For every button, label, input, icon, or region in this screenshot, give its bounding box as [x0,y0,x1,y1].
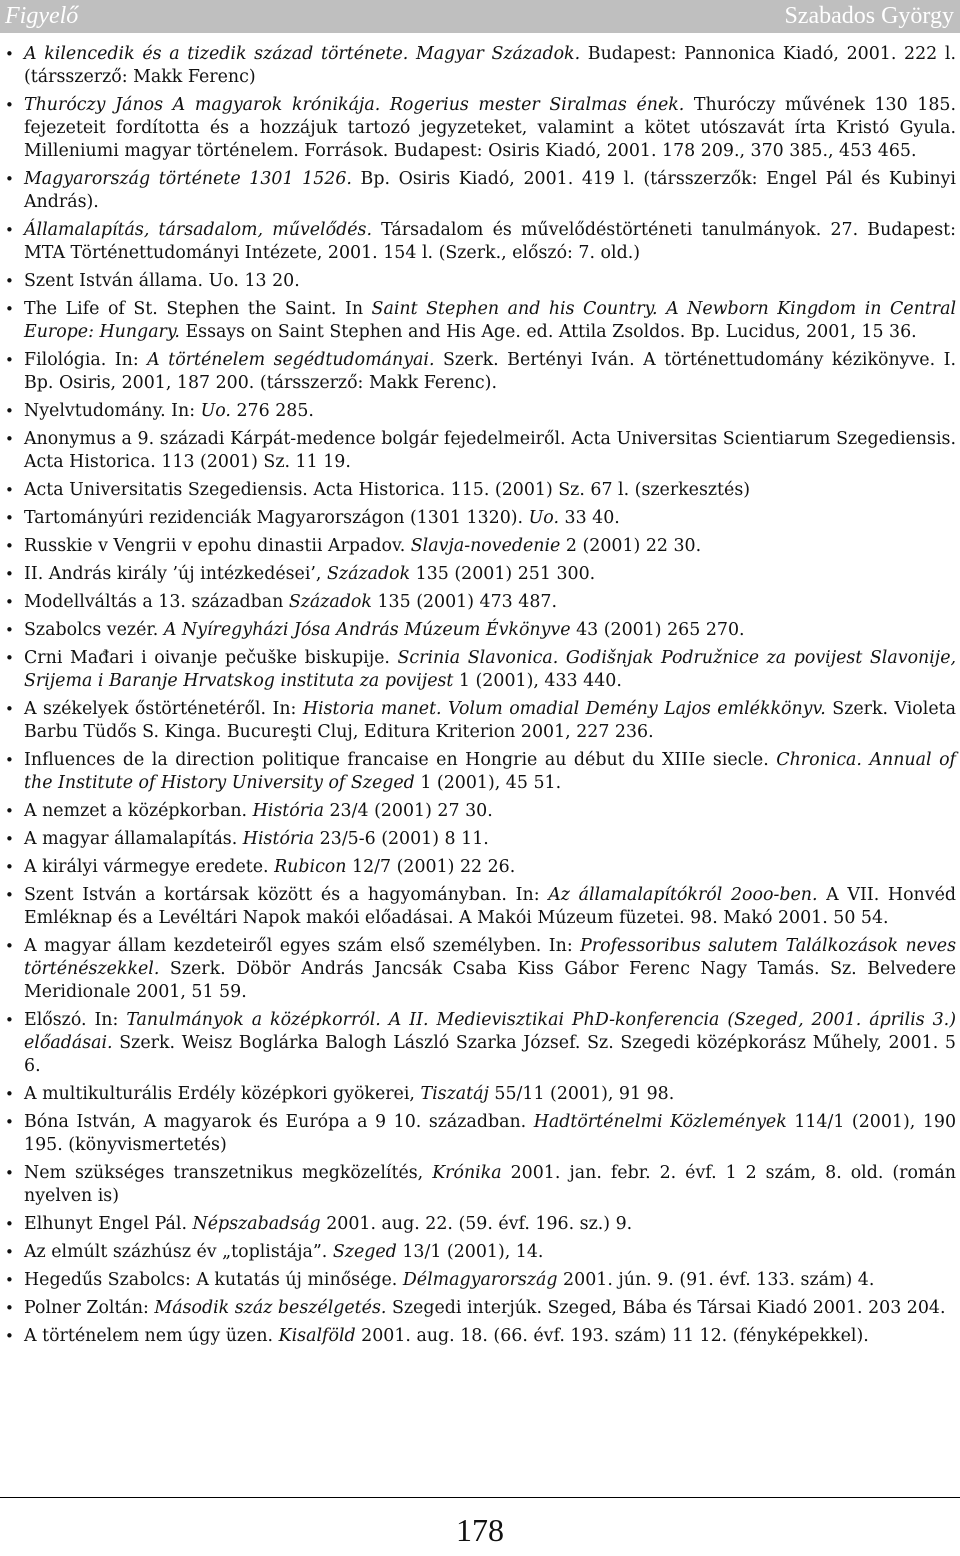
reference-details: Szerk. Döbör András Jancsák Csaba Kiss Gábor Ferenc Nagy Tamás. Sz. Belvedere Meridionale 2001, 51 59. [24,959,956,1002]
reference-text: Nyelvtudomány. In: [24,401,201,421]
reference-details: 23/5-6 (2001) 8 11. [314,829,489,849]
reference-text: Elhunyt Engel Pál. [24,1214,193,1234]
reference-text: Bp. Osiris Kiadó, 2001. 419 l. (társszerzők: Engel Pál és Kubinyi András). [24,169,956,212]
reference-source: História [252,801,324,821]
reference-text: A székelyek őstörténetéről. In: [24,699,303,719]
reference-text: A magyar államalapítás. [24,829,243,849]
reference-source: Második száz beszélgetés. [154,1298,387,1318]
reference-text: Modellváltás a 13. században [24,592,289,612]
reference-text: Szent István a kortársak között és a hagyományban. In: [24,885,549,905]
page-number: 178 [456,1512,504,1548]
reference-source: Kisalföld [278,1326,356,1346]
reference-item [0,298,960,344]
reference-item [0,800,960,823]
reference-item [0,1162,960,1208]
reference-title: Magyarország története 1301 1526. [24,169,352,189]
reference-item [0,219,960,265]
footer-divider [0,1497,960,1498]
reference-text: Nem szükséges transzetnikus megközelítés, [24,1163,433,1183]
reference-source: Saint Stephen and his Country. A Newborn Kingdom in Central Europe: Hungary. [24,299,956,342]
reference-details: 135 (2001) 473 487. [371,592,558,612]
reference-item [0,1269,960,1292]
reference-source: Krónika [432,1163,502,1183]
reference-text: Acta Universitatis Szegediensis. Acta Historica. 115. (2001) Sz. 67 l. (szerkesztés) [24,480,751,500]
reference-text: Filológia. In: [24,350,148,370]
reference-item [0,698,960,744]
reference-details: 2001. jan. febr. 2. évf. 1 2 szám, 8. old. (román nyelven is) [24,1163,956,1206]
reference-item [0,400,960,423]
reference-item [0,884,960,930]
reference-text: A multikulturális Erdély középkori gyökerei, [24,1084,421,1104]
reference-list [0,43,960,1353]
reference-details: Szegedi interjúk. Szeged, Bába és Társai Kiadó 2001. 203 204. [386,1298,946,1318]
reference-text: A nemzet a középkorban. [24,801,253,821]
reference-text: Az elmúlt százhúsz év „toplistája”. [24,1242,333,1262]
reference-details: 12/7 (2001) 22 26. [346,857,516,877]
reference-details: 2 (2001) 22 30. [560,536,702,556]
reference-item [0,619,960,642]
reference-text: A királyi vármegye eredete. [24,857,275,877]
reference-text: Hegedűs Szabolcs: A kutatás új minősége. [24,1270,403,1290]
reference-item [0,828,960,851]
reference-item [0,94,960,163]
reference-item [0,270,960,293]
reference-text: The Life of St. Stephen the Saint. In [24,299,372,319]
reference-text: Előszó. In: [24,1010,127,1030]
reference-source: Századok [288,592,372,612]
reference-item [0,1111,960,1157]
reference-title: Államalapítás, társadalom, művelődés. [24,220,372,240]
reference-source: Szeged [332,1242,397,1262]
reference-details: 43 (2001) 265 270. [570,620,745,640]
reference-title: Thuróczy János A magyarok krónikája. Rogerius mester Siralmas ének. [24,95,685,115]
reference-source: Slavja-novedenie [410,536,561,556]
reference-item [0,591,960,614]
reference-details: 33 40. [558,508,620,528]
reference-source: Historia manet. Volum omadial Demény Lajos emlékkönyv. [302,699,826,719]
reference-source: Chronica. Annual of the Institute of History University of Szeged [24,750,956,793]
reference-source: História [242,829,315,849]
reference-title: A kilencedik és a tizedik század története. Magyar Századok. [24,44,581,64]
reference-details: 55/11 (2001), 91 98. [488,1084,675,1104]
reference-source: Századok [327,564,411,584]
reference-details: 2001. aug. 22. (59. évf. 196. sz.) 9. [320,1214,633,1234]
reference-item [0,1009,960,1078]
reference-details: Szerk. Weisz Boglárka Balogh László Szarka József. Sz. Szegedi középkorász Műhely, 2001. 5 6. [24,1033,956,1076]
reference-source: Délmagyarország [402,1270,558,1290]
page-header [0,0,960,33]
reference-item [0,349,960,395]
reference-details: 135 (2001) 251 300. [410,564,596,584]
reference-text: II. András király ’új intézkedései’, [24,564,327,584]
reference-item [0,43,960,89]
reference-details: 2001. jún. 9. (91. évf. 133. szám) 4. [557,1270,875,1290]
header-author: Szabados György [784,3,954,29]
reference-item [0,428,960,474]
reference-text: Szent István állama. Uo. 13 20. [24,271,300,291]
reference-details: A VII. Honvéd Emléknap és a Levéltári Napok makói előadásai. A Makói Múzeum füzetei. 98. Makó 2001. 50 54. [24,885,956,928]
reference-details: Szerk. Bertényi Iván. A történettudomány kézikönyve. I. Bp. Osiris, 2001, 187 200. (társszerző: Makk Ferenc). [24,350,956,393]
reference-details: 1 (2001), 433 440. [453,671,622,691]
reference-source: Professoribus salutem Találkozások neves történészekkel. [24,936,956,979]
reference-item [0,563,960,586]
reference-details: 1 (2001), 45 51. [414,773,562,793]
reference-text: Anonymus a 9. századi Kárpát-medence bolgár fejedelmeiről. Acta Universitas Scientiarum Szegediensis. Acta Historica. 113 (2001) Sz. 11 19. [24,429,956,472]
reference-item [0,168,960,214]
reference-source: Népszabadság [192,1214,321,1234]
reference-text: Társadalom és művelődéstörténeti tanulmányok. 27. Budapest: MTA Történettudományi Intézete, 2001. 154 l. (Szerk., előszó: 7. old.) [24,220,956,263]
reference-text: A történelem nem úgy üzen. [24,1326,279,1346]
reference-details: Essays on Saint Stephen and His Age. ed. Attila Zsoldos. Bp. Lucidus, 2001, 15 36. [179,322,917,342]
reference-text: Szabolcs vezér. [24,620,164,640]
reference-text: Budapest: Pannonica Kiadó, 2001. 222 l. (társszerző: Makk Ferenc) [24,44,956,87]
reference-item [0,856,960,879]
reference-text: Bóna István, A magyarok és Európa a 9 10. században. [24,1112,534,1132]
reference-details: Szerk. Violeta Barbu Tüdős S. Kinga. Bucureşti Cluj, Editura Kriterion 2001, 227 236. [24,699,956,742]
reference-item [0,1325,960,1348]
reference-details: 13/1 (2001), 14. [396,1242,544,1262]
reference-details: 114/1 (2001), 190 195. (könyvismertetés) [24,1112,957,1155]
reference-text: Polner Zoltán: [24,1298,155,1318]
reference-text: Thuróczy művének 130 185. fejezeteit fordította és a hozzájuk tartozó jegyzeteket, valamint a kötet utószavát írta Kristó Gyula. Milleniumi magyar történelem. Források. Budapest: Osiris Kiadó, 2001. 178 209., 370 385., 453 465. [24,95,956,161]
reference-item [0,647,960,693]
reference-text: A magyar állam kezdeteiről egyes szám első személyben. In: [24,936,581,956]
reference-text: Tartományúri rezidenciák Magyarországon (1301 1320). [24,508,529,528]
reference-item [0,1213,960,1236]
reference-text: Russkie v Vengrii v epohu dinastii Arpadov. [24,536,411,556]
reference-source: Uo. [200,401,231,421]
reference-details: 276 285. [230,401,314,421]
reference-source: Rubicon [274,857,347,877]
reference-item [0,1297,960,1320]
reference-item [0,935,960,1004]
reference-item [0,507,960,530]
reference-text: Influences de la direction politique francaise en Hongrie au début du XIIIe siecle. [24,750,777,770]
reference-item [0,479,960,502]
reference-item [0,749,960,795]
reference-item [0,1241,960,1264]
reference-source: Az államalapítókról 2ooo-ben. [548,885,818,905]
reference-text: Crni Mađari i oivanje pečuške biskupije. [24,648,398,668]
reference-details: 23/4 (2001) 27 30. [323,801,493,821]
reference-source: Tanulmányok a középkorról. A II. Medievisztikai PhD-konferencia (Szeged, 2001. április 3.) előadásai. [24,1010,956,1053]
reference-source: A Nyíregyházi Jósa András Múzeum Évkönyve [163,620,571,640]
reference-source: A történelem segédtudományai. [147,350,435,370]
header-section-title: Figyelő [5,3,79,29]
reference-source: Scrinia Slavonica. Godišnjak Podružnice za povijest Slavonije, Srijema i Baranje Hrvatskog instituta za povijest [24,648,957,691]
reference-item [0,1083,960,1106]
reference-details: 2001. aug. 18. (66. évf. 193. szám) 11 12. (fényképekkel). [355,1326,869,1346]
reference-source: Tiszatáj [420,1084,489,1104]
reference-source: Hadtörténelmi Közlemények [533,1112,787,1132]
reference-source: Uo. [528,508,559,528]
reference-item [0,535,960,558]
